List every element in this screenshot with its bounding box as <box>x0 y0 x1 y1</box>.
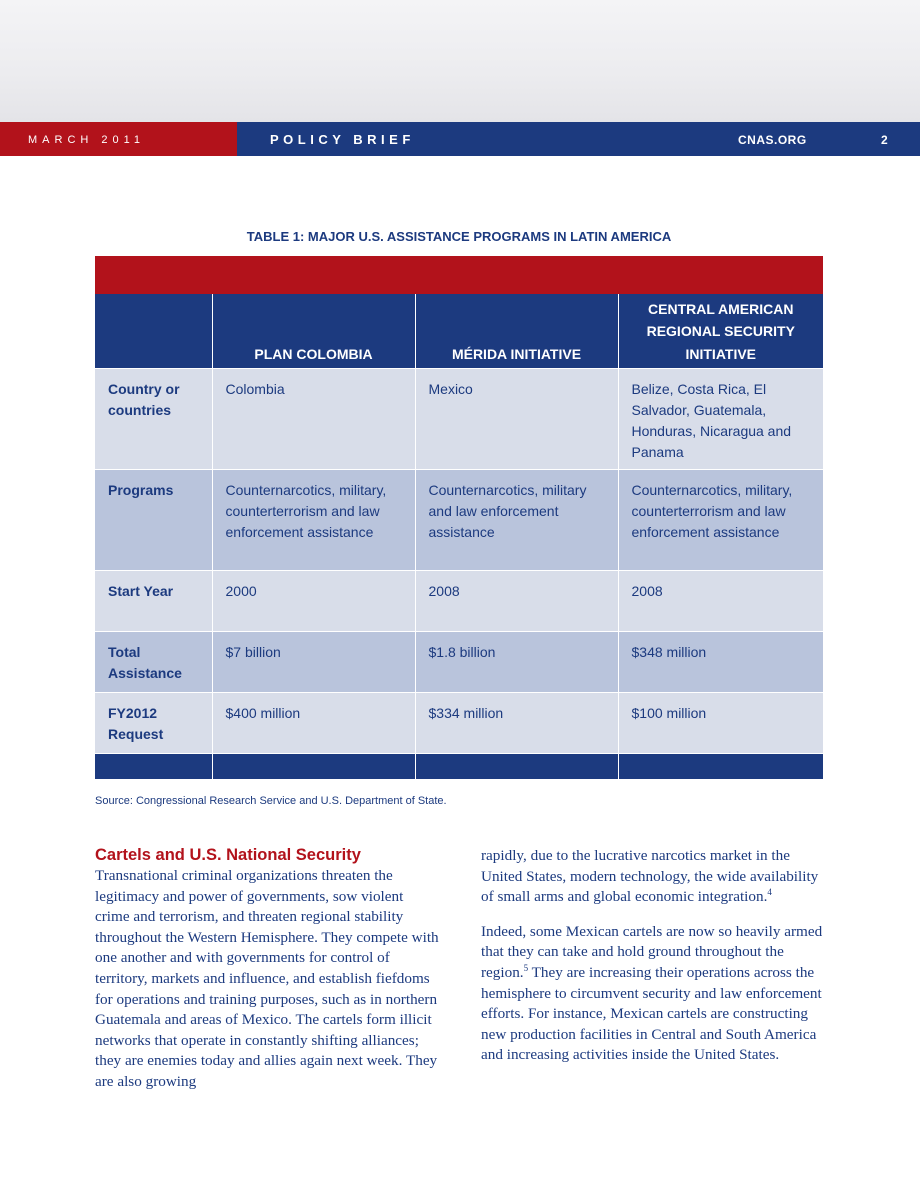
table-cell: Mexico <box>415 369 618 470</box>
table-cell: $1.8 billion <box>415 632 618 693</box>
header-date: MARCH 2011 <box>28 134 146 146</box>
assistance-table-container <box>95 256 823 779</box>
section-heading: Cartels and U.S. National Security <box>95 846 361 864</box>
row-label: Total Assistance <box>95 632 212 693</box>
table-cell: $7 billion <box>212 632 415 693</box>
paragraph-text: They are increasing their operations across the hemisphere to circumvent security and law enforcement efforts. For instance, Mexican cartels are constructing new production facilities in Central and South America and increasing activities inside the United States. <box>481 963 822 1064</box>
table-cell: Counternarcotics, military, counterterrorism and law enforcement assistance <box>618 470 823 571</box>
header-publication: POLICY BRIEF <box>270 132 415 147</box>
table-cell: 2008 <box>618 571 823 632</box>
assistance-programs-table <box>95 294 823 779</box>
table-row-fy2012-request <box>95 693 823 754</box>
footnote-ref[interactable]: 5 <box>523 962 529 973</box>
table-header-row <box>95 294 823 369</box>
column-header-plan-colombia: PLAN COLOMBIA <box>212 294 415 369</box>
table-cell: Counternarcotics, military and law enforcement assistance <box>415 470 618 571</box>
row-label: Start Year <box>95 571 212 632</box>
table-cell: $400 million <box>212 693 415 754</box>
row-label: Programs <box>95 470 212 571</box>
table-cell: Counternarcotics, military, counterterrorism and law enforcement assistance <box>212 470 415 571</box>
body-paragraph <box>481 922 827 1066</box>
body-paragraph <box>481 846 827 908</box>
table-title: TABLE 1: MAJOR U.S. ASSISTANCE PROGRAMS IN LATIN AMERICA <box>246 229 672 244</box>
table-red-band <box>95 256 823 294</box>
table-cell: $348 million <box>618 632 823 693</box>
row-label: Country or countries <box>95 369 212 470</box>
row-label: FY2012 Request <box>95 693 212 754</box>
table-footer-cell <box>95 754 212 780</box>
table-cell: $100 million <box>618 693 823 754</box>
page-number: 2 <box>881 133 888 147</box>
table-cell: 2008 <box>415 571 618 632</box>
table-row-programs <box>95 470 823 571</box>
body-paragraph: Transnational criminal organizations threaten the legitimacy and power of governments, sow violent crime and terrorism, and threaten regional stability throughout the Western Hemisphere. They compete with one another and with governments for control of territory, markets and influence, and establish fiefdoms for operations and training purposes, such as in northern Guatemala and areas of Mexico. The cartels form illicit networks that operate in constantly shifting alliances; they are enemies today and allies again next week. They are also growing <box>95 867 439 1090</box>
header-site: CNAS.ORG <box>738 133 807 147</box>
table-cell: $334 million <box>415 693 618 754</box>
paragraph-text: Indeed, some Mexican cartels are now so heavily armed that they can take and hold ground throughout the region. <box>481 922 823 981</box>
table-row-total-assistance <box>95 632 823 693</box>
table-row-start-year <box>95 571 823 632</box>
table-footer-cell <box>212 754 415 780</box>
table-row-country <box>95 369 823 470</box>
column-header-merida-initiative: MÉRIDA INITIATIVE <box>415 294 618 369</box>
table-cell: Belize, Costa Rica, El Salvador, Guatemala, Honduras, Nicaragua and Panama <box>618 369 823 470</box>
article-right-column <box>481 846 827 1066</box>
table-source-note: Source: Congressional Research Service and U.S. Department of State. <box>95 795 447 807</box>
table-cell: Colombia <box>212 369 415 470</box>
column-header-carsi: CENTRAL AMERICAN REGIONAL SECURITY INITIATIVE <box>618 294 823 369</box>
column-header-blank <box>95 294 212 369</box>
running-header <box>0 122 920 156</box>
footnote-ref[interactable]: 4 <box>767 887 772 898</box>
table-footer-cell <box>618 754 823 780</box>
paragraph-text: rapidly, due to the lucrative narcotics market in the United States, modern technology, the wide availability of small arms and global economic integration. <box>481 847 819 906</box>
table-cell: 2000 <box>212 571 415 632</box>
page-top-gradient <box>0 0 920 122</box>
article-left-column <box>95 845 441 1093</box>
table-footer-cell <box>415 754 618 780</box>
table-footer-row <box>95 754 823 780</box>
